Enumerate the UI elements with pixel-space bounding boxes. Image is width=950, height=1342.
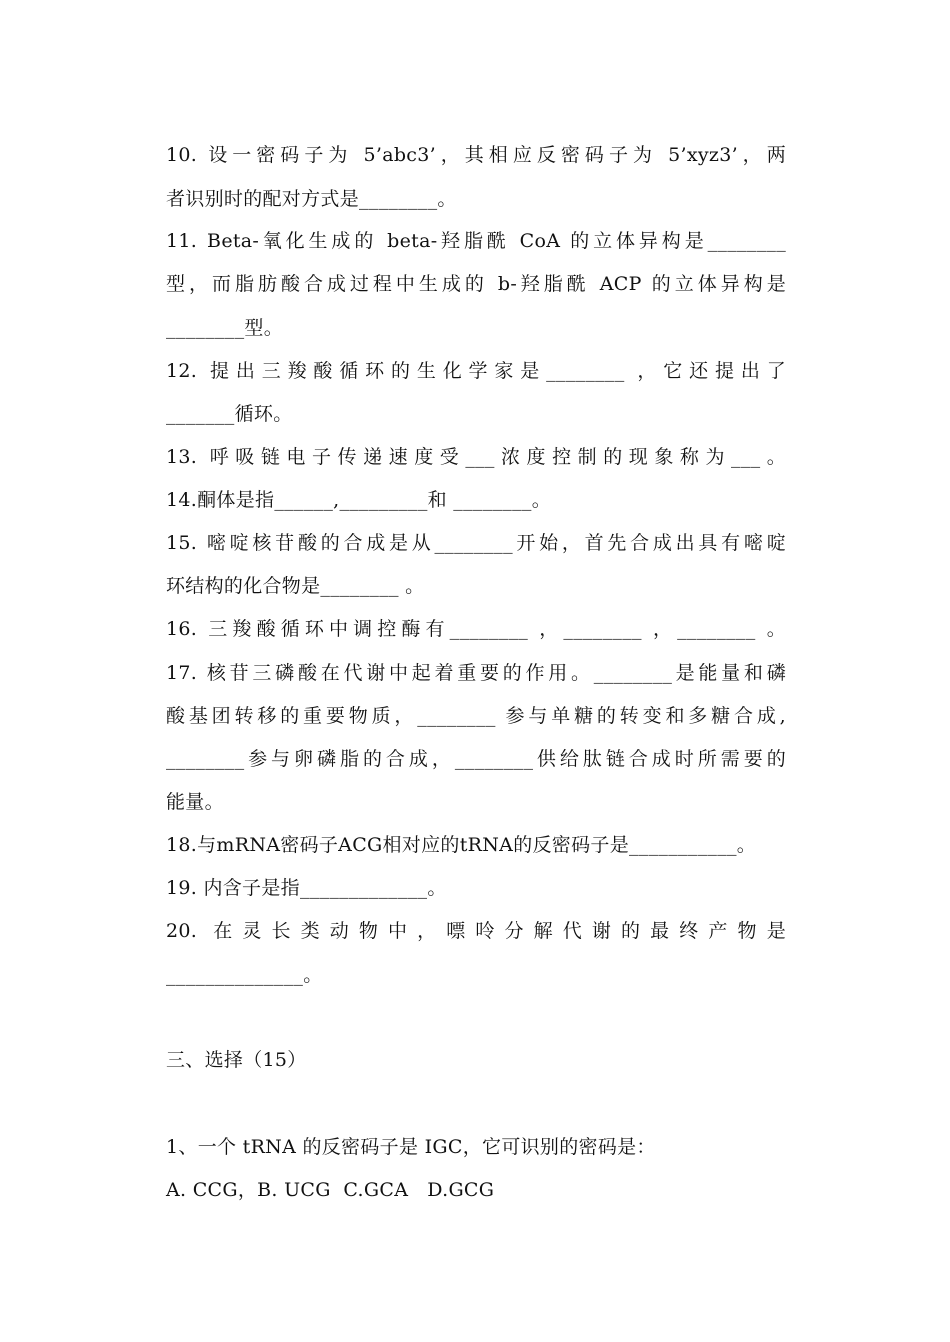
question-14-line-1: 14.酮体是指______,_________和 ________。 [166,489,551,511]
question-20-line-1: 20. 在灵长类动物中，嘌呤分解代谢的最终产物是 [166,920,786,942]
question-18-line-1: 18.与mRNA密码子ACG相对应的tRNA的反密码子是___________。 [166,834,757,856]
question-12-line-1: 12. 提出三羧酸循环的生化学家是________ ，它还提出了 [166,360,786,382]
question-11-line-3: ________型。 [166,317,283,339]
question-10-line-2: 者识别时的配对方式是________。 [166,188,457,210]
question-12-line-2: _______循环。 [166,403,293,425]
question-19-line-1: 19. 内含子是指_____________。 [166,877,447,899]
question-17-line-1: 17. 核苷三磷酸在代谢中起着重要的作用。________是能量和磷 [166,662,786,684]
question-15-line-2: 环结构的化合物是________ 。 [166,575,425,597]
question-11-line-1: 11. Beta-氧化生成的 beta-羟脂酰 CoA 的立体异构是________ [166,230,786,252]
choice-question-1-options: A. CCG，B. UCG C.GCA D.GCG [166,1179,495,1201]
question-13-line-1: 13. 呼吸链电子传递速度受___浓度控制的现象称为___。 [166,446,786,468]
question-17-line-4: 能量。 [166,791,224,813]
question-11-line-2: 型，而脂肪酸合成过程中生成的 b-羟脂酰 ACP 的立体异构是 [166,273,786,295]
question-17-line-3: ________参与卵磷脂的合成，________供给肽链合成时所需要的 [166,748,786,770]
question-20-line-2: ______________。 [166,964,323,986]
question-16-line-1: 16. 三羧酸循环中调控酶有________ ，________ ，________ 。 [166,618,786,640]
section-title: 三、选择（15） [166,1049,307,1071]
question-10-line-1: 10. 设一密码子为 5’abc3’，其相应反密码子为 5’xyz3’，两 [166,144,786,166]
choice-question-1: 1、一个 tRNA 的反密码子是 IGC，它可识别的密码是： [166,1136,656,1158]
question-17-line-2: 酸基团转移的重要物质，________ 参与单糖的转变和多糖合成, [166,705,786,727]
question-15-line-1: 15. 嘧啶核苷酸的合成是从________开始，首先合成出具有嘧啶 [166,532,786,554]
